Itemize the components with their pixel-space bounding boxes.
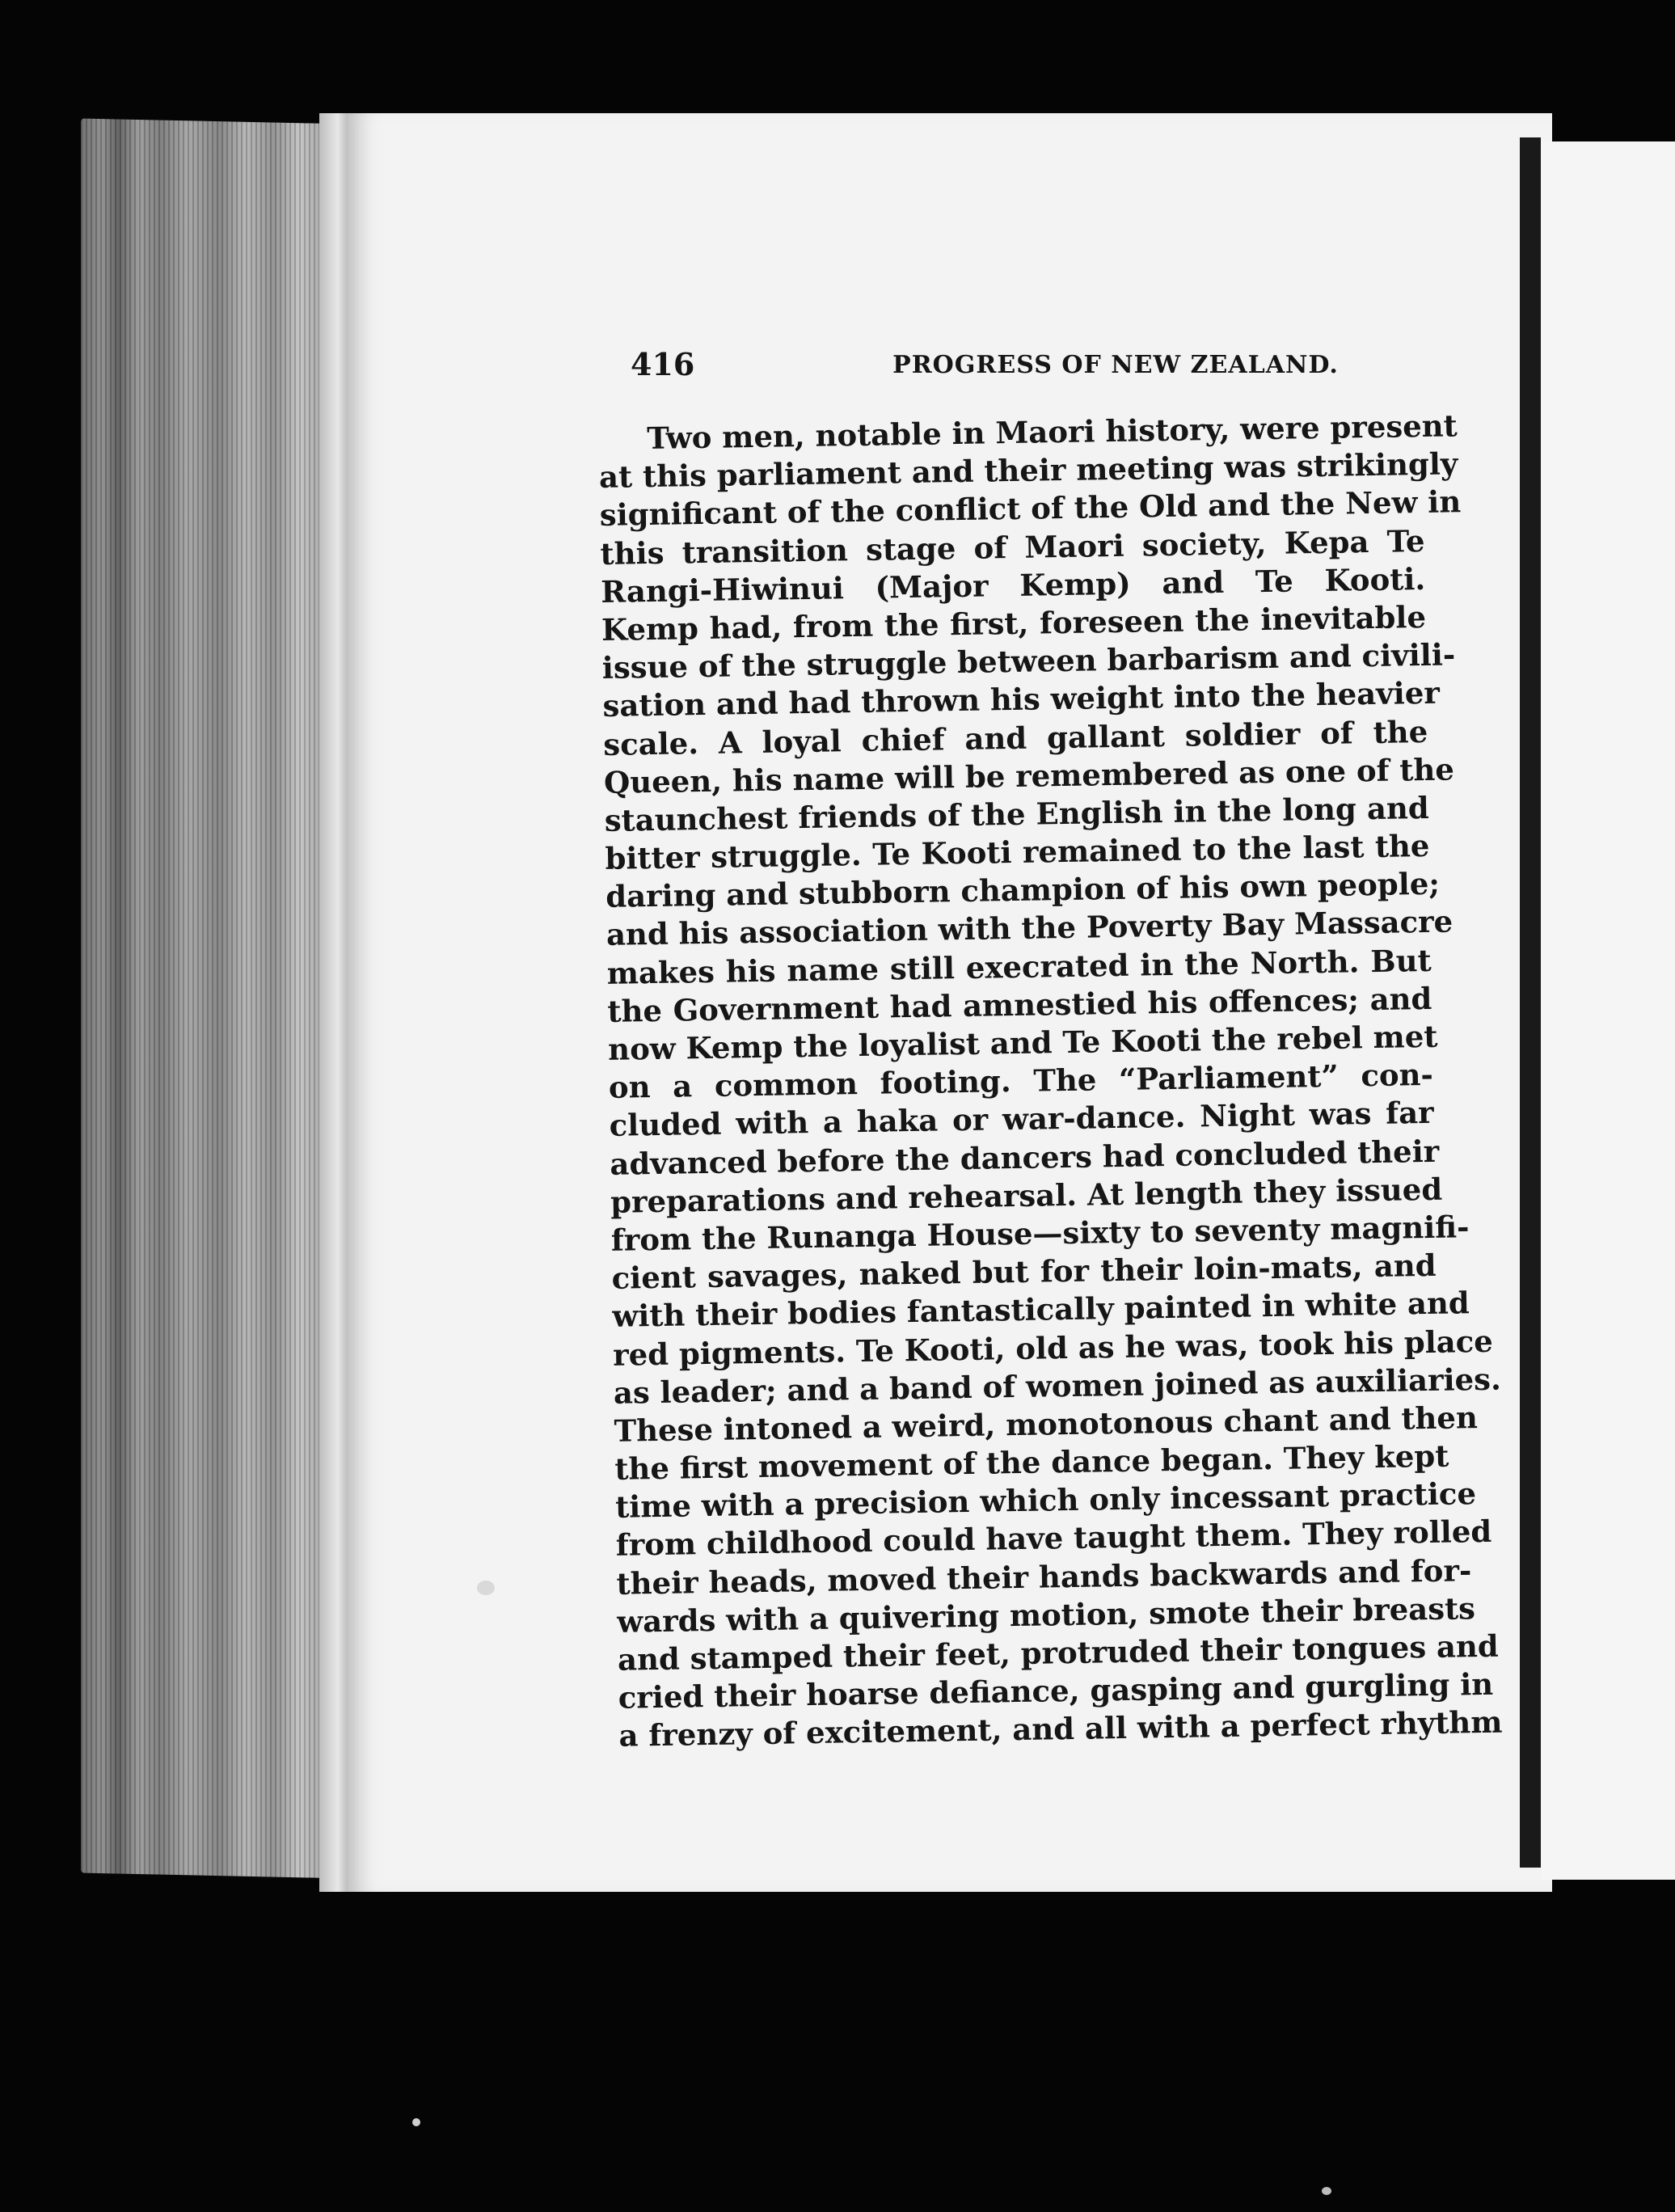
text-line: issue of the struggle between barbarism and civili- (601, 636, 1456, 686)
body-paragraph (598, 407, 1503, 1755)
text-line: a frenzy of excitement, and all with a perfect rhythm (618, 1704, 1503, 1754)
text-line: the Government had amnestied his offences; and (607, 980, 1432, 1029)
text-line: as leader; and a band of women joined as auxiliaries. (613, 1361, 1502, 1411)
text-line: from the Runanga House—sixty to seventy magnifi- (610, 1209, 1470, 1258)
text-line: Rangi-Hiwinui (Major Kemp) and Te Kooti. (600, 560, 1426, 610)
text-line: preparations and rehearsal. At length they issued (610, 1171, 1443, 1220)
text-line: advanced before the dancers had concluded their (610, 1133, 1440, 1182)
text-line: Kemp had, from the first, foreseen the inevitable (601, 598, 1427, 648)
text-line: from childhood could have taught them. They rolled (615, 1513, 1492, 1564)
text-line: red pigments. Te Kooti, old as he was, took his place (612, 1323, 1494, 1373)
text-line: staunchest friends of the English in the long and (604, 789, 1429, 838)
text-line: cried their hoarse defiance, gasping and gurgling in (618, 1665, 1494, 1716)
facing-page-sliver (1541, 141, 1675, 1880)
text-line: on a common footing. The “Parliament” con- (608, 1057, 1434, 1106)
text-line: now Kemp the loyalist and Te Kooti the rebel met (607, 1018, 1438, 1067)
text-line: Two men, notable in Maori history, were present (647, 407, 1458, 457)
scan-speck (1322, 2187, 1331, 2195)
text-line: at this parliament and their meeting was strikingly (598, 445, 1458, 496)
text-line: time with a precision which only incessant practice (614, 1475, 1477, 1526)
text-line: cient savages, naked but for their loin-mats, and (611, 1247, 1437, 1296)
text-line: Queen, his name will be remembered as one of the (603, 751, 1455, 800)
text-line: their heads, moved their hands backwards and for- (616, 1551, 1472, 1602)
text-line: cluded with a haka or war-dance. Night was far (609, 1095, 1434, 1144)
scan-speck (477, 1581, 495, 1595)
running-head (631, 346, 1504, 395)
text-line: with their bodies fantastically painted in white and (612, 1285, 1470, 1335)
book-page-edges (81, 119, 348, 1879)
text-line: and his association with the Poverty Bay Massacre (605, 903, 1453, 953)
scan-speck (412, 2118, 420, 2126)
text-line: bitter struggle. Te Kooti remained to the last the (605, 827, 1430, 876)
text-line: These intoned a weird, monotonous chant and then (614, 1399, 1479, 1449)
text-line: makes his name still execrated in the North. But (606, 942, 1432, 991)
text-line: significant of the conflict of the Old and the New in (599, 483, 1462, 534)
text-line: daring and stubborn champion of his own people; (605, 865, 1441, 915)
text-line: scale. A loyal chief and gallant soldier of the (602, 713, 1428, 762)
text-line: the first movement of the dance began. They kept (614, 1437, 1449, 1487)
text-line: and stamped their feet, protruded their tongues and (617, 1627, 1500, 1678)
text-line: sation and had thrown his weight into the heavier (602, 675, 1441, 724)
running-title: PROGRESS OF NEW ZEALAND. (892, 351, 1339, 379)
page-fold (1520, 137, 1541, 1868)
text-line: this transition stage of Maori society, Kepa Te (600, 522, 1425, 572)
text-line: wards with a quivering motion, smote their breasts (616, 1589, 1476, 1640)
page-number: 416 (631, 346, 695, 382)
